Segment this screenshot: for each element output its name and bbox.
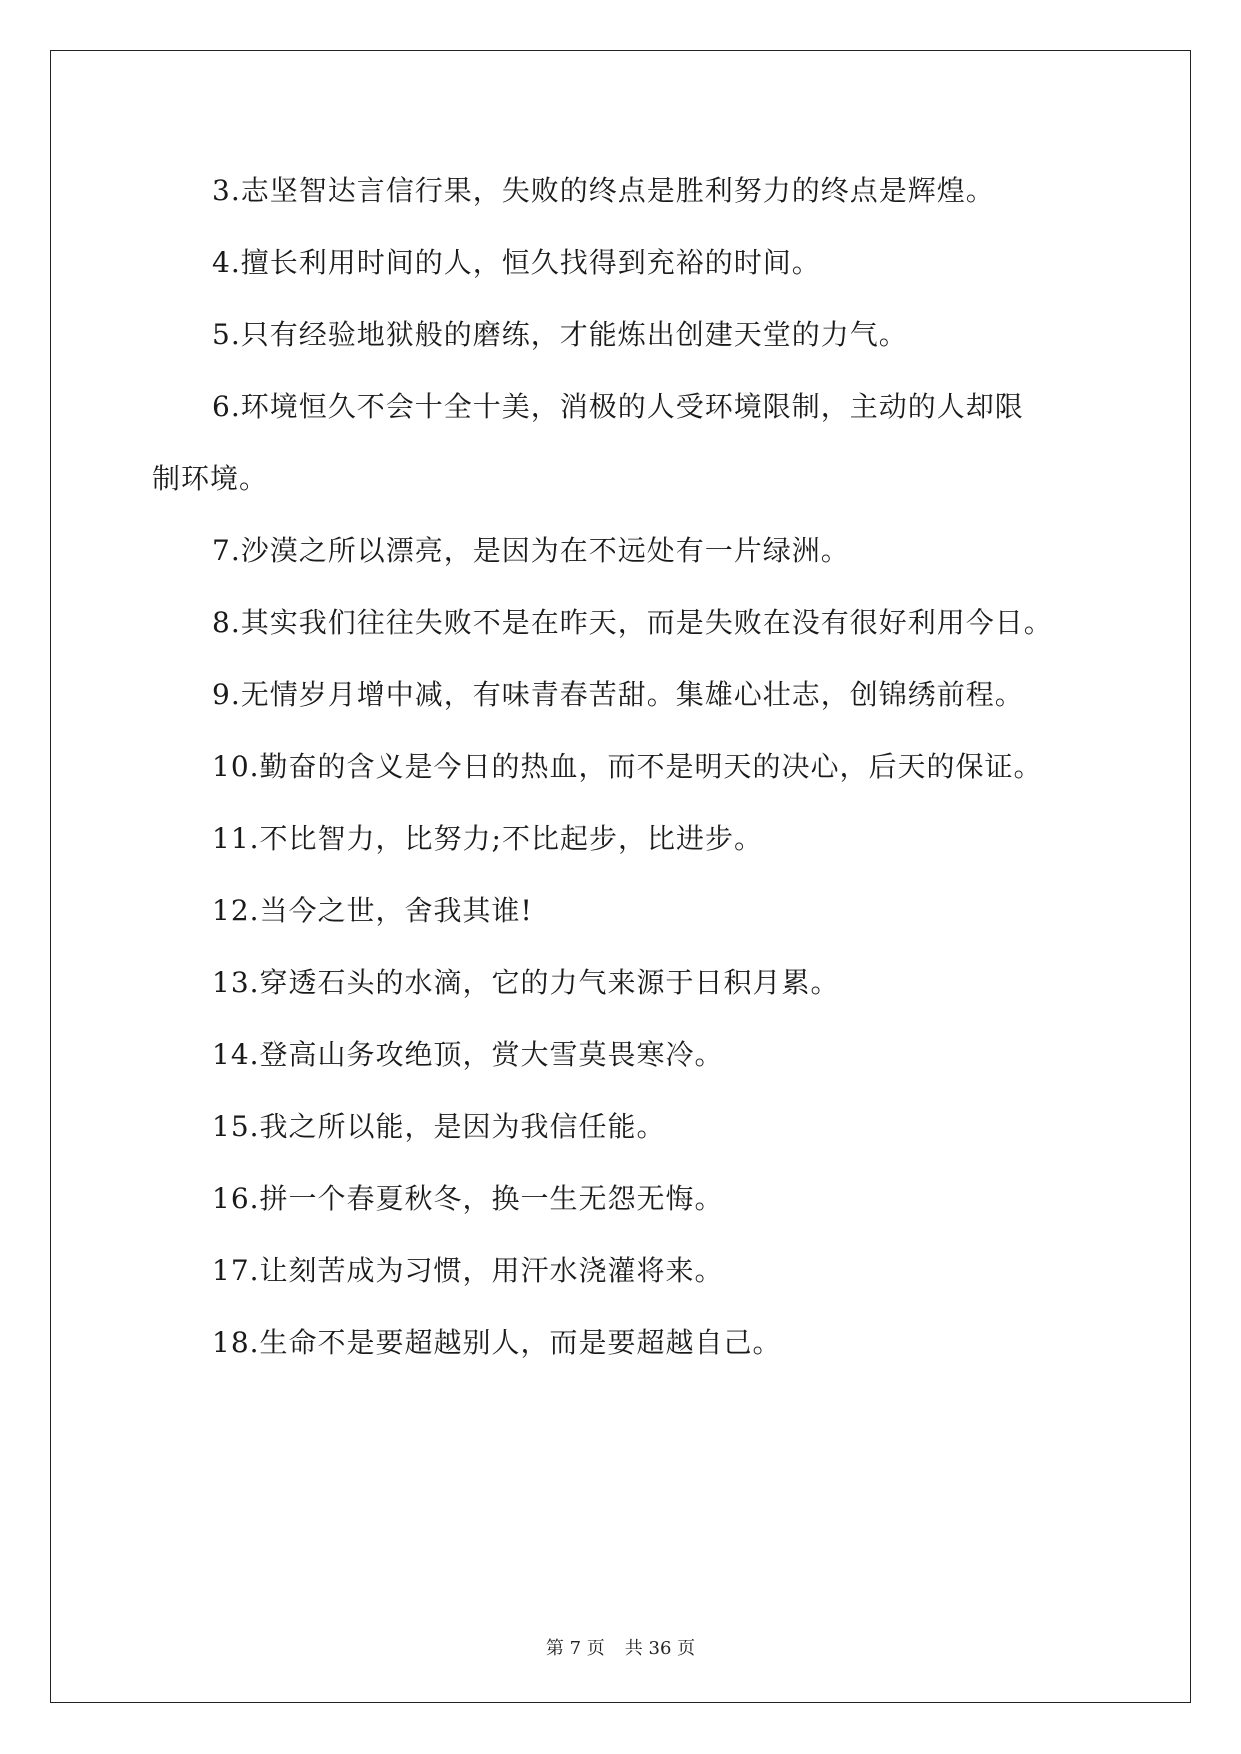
- text-line-6: 6.环境恒久不会十全十美，消极的人受环境限制，主动的人却限: [212, 390, 1024, 423]
- text-line-13: 13.穿透石头的水滴，它的力气来源于日积月累。: [212, 966, 840, 999]
- text-line-7: 7.沙漠之所以漂亮，是因为在不远处有一片绿洲。: [212, 534, 850, 567]
- page-number: 第 7 页: [545, 1638, 605, 1659]
- text-line-11: 11.不比智力，比努力;不比起步，比进步。: [212, 822, 763, 855]
- text-line-14: 14.登高山务攻绝顶，赏大雪莫畏寒冷。: [212, 1038, 724, 1071]
- text-line-12: 12.当今之世，舍我其谁!: [212, 894, 533, 927]
- text-line-9: 9.无情岁月增中减，有味青春苦甜。集雄心壮志，创锦绣前程。: [212, 678, 1024, 711]
- text-line-3: 3.志坚智达言信行果，失败的终点是胜利努力的终点是辉煌。: [212, 174, 995, 207]
- page-border: [50, 50, 1191, 1703]
- text-line-4: 4.擅长利用时间的人，恒久找得到充裕的时间。: [212, 246, 821, 279]
- text-line-15: 15.我之所以能，是因为我信任能。: [212, 1110, 666, 1143]
- text-line-16: 16.拼一个春夏秋冬，换一生无怨无悔。: [212, 1182, 724, 1215]
- text-line-5: 5.只有经验地狱般的磨练，才能炼出创建天堂的力气。: [212, 318, 908, 351]
- text-line-10: 10.勤奋的含义是今日的热血，而不是明天的决心，后天的保证。: [212, 750, 1043, 783]
- text-line-6-continued: 制环境。: [152, 462, 269, 495]
- text-line-8: 8.其实我们往往失败不是在昨天，而是失败在没有很好利用今日。: [212, 606, 1053, 639]
- text-line-17: 17.让刻苦成为习惯，用汗水浇灌将来。: [212, 1254, 724, 1287]
- page-total: 共 36 页: [624, 1638, 696, 1659]
- text-line-18: 18.生命不是要超越别人，而是要超越自己。: [212, 1326, 782, 1359]
- page-footer: [0, 1637, 1241, 1661]
